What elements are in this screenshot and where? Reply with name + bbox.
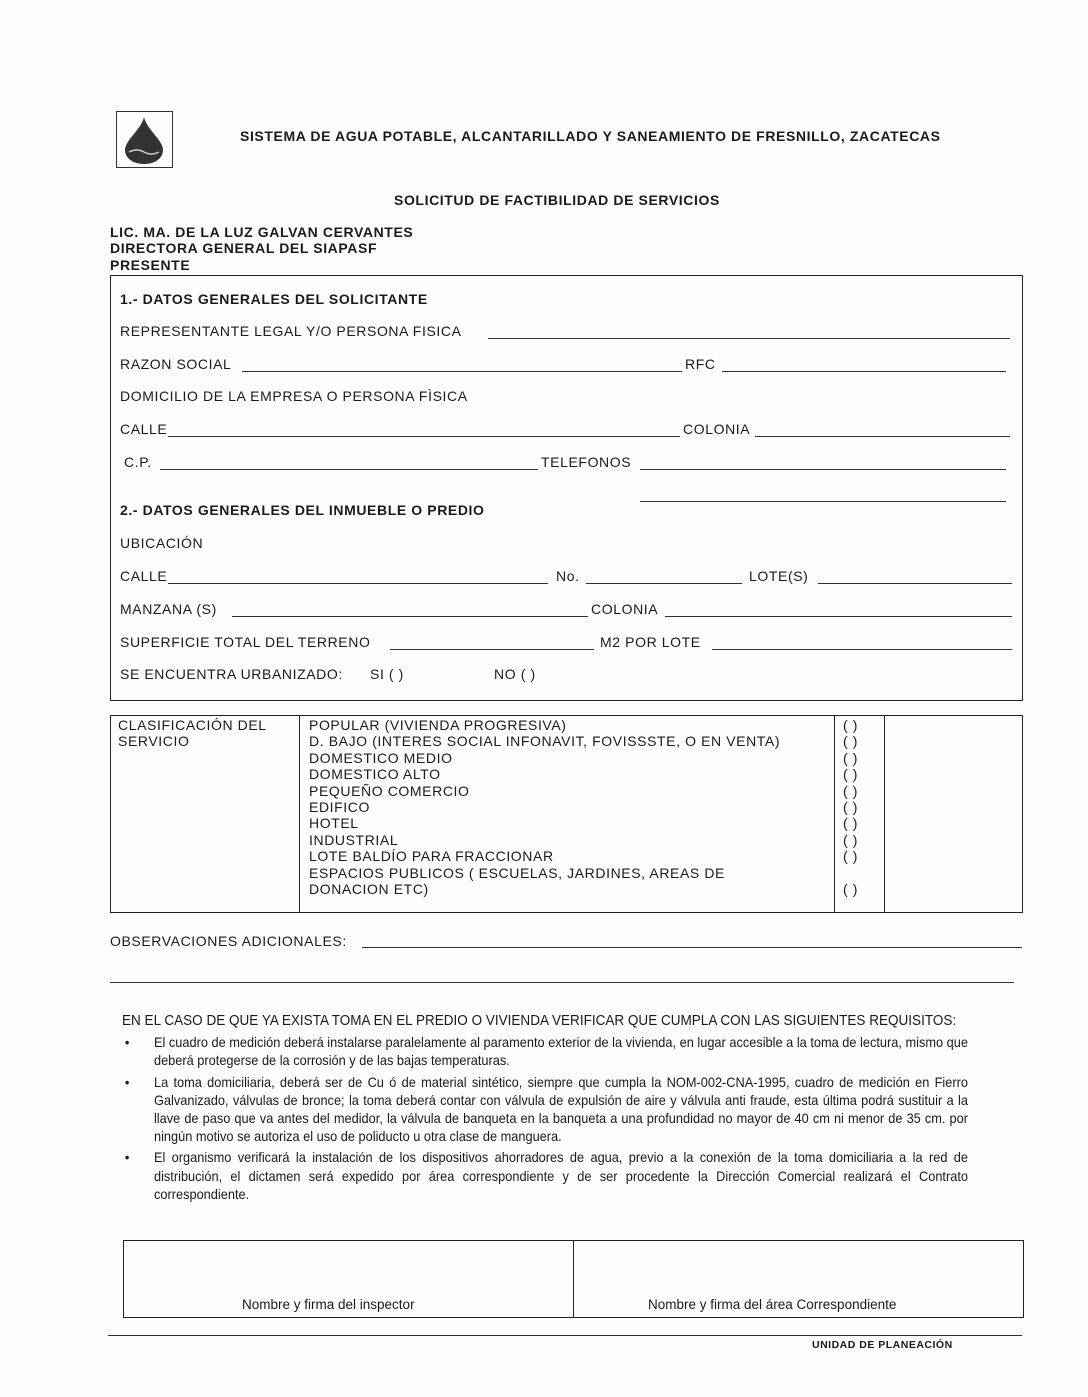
urbanizado-si-checkbox[interactable]: SI ( ) [370, 666, 404, 682]
calle2-field[interactable] [168, 583, 548, 584]
rfc-label: RFC [685, 356, 716, 372]
class-item: POPULAR (VIVIENDA PROGRESIVA) [309, 717, 567, 733]
class-checkbox[interactable]: ( ) [843, 815, 859, 832]
m2-field[interactable] [712, 649, 1012, 650]
colonia-label: COLONIA [683, 421, 751, 437]
class-item: HOTEL [309, 815, 359, 832]
observaciones-field-2[interactable] [110, 982, 1014, 983]
footer-unit: UNIDAD DE PLANEACIÓN [812, 1339, 953, 1351]
class-checkbox[interactable]: ( ) [843, 766, 859, 783]
class-item: DOMESTICO ALTO [309, 766, 441, 783]
calle2-label: CALLE [120, 568, 168, 584]
area-signature-label: Nombre y firma del área Correspondiente [648, 1297, 897, 1312]
footer-divider [108, 1335, 1022, 1336]
manzana-label: MANZANA (S) [120, 601, 217, 617]
classification-checks [843, 717, 858, 897]
lote-field[interactable] [818, 583, 1012, 584]
cp-field[interactable] [160, 469, 538, 470]
addressee-presente: PRESENTE [110, 257, 191, 273]
class-item: EDIFICO [309, 798, 370, 815]
colonia-field[interactable] [755, 436, 1010, 437]
ubicacion-label: UBICACIÓN [120, 535, 204, 551]
colonia2-field[interactable] [665, 616, 1012, 617]
class-item: D. BAJO (INTERES SOCIAL INFONAVIT, FOVISSSTE, O EN VENTA) [309, 733, 781, 750]
section2-title: 2.- DATOS GENERALES DEL INMUEBLE O PREDIO [120, 502, 485, 518]
requirements [122, 1012, 968, 1204]
class-checkbox[interactable]: ( ) [843, 782, 859, 799]
addressee-role: DIRECTORA GENERAL DEL SIAPASF [110, 240, 378, 256]
cp-label: C.P. [124, 454, 152, 470]
class-item: LOTE BALDÍO PARA FRACCIONAR [309, 848, 554, 865]
class-item: INDUSTRIAL [309, 831, 399, 848]
calle-label: CALLE [120, 421, 168, 437]
class-checkbox[interactable]: ( ) [843, 848, 859, 865]
classification-label: CLASIFICACIÓN DEL SERVICIO [118, 717, 267, 750]
requirement-item: • El organismo verificará la instalación de los dispositivos ahorradores de agua, previo a la conexión de la toma domiciliaria a la red de distribución, el dictamen será expedido por área correspondiente y de ser procedente la Dirección Comercial realizará el Contrato correspondiente. [122, 1149, 968, 1204]
class-checkbox[interactable]: ( ) [843, 733, 859, 750]
no-label: No. [556, 568, 580, 584]
colonia2-label: COLONIA [591, 601, 659, 617]
rfc-field[interactable] [722, 371, 1006, 372]
class-checkbox[interactable]: ( ) [843, 880, 859, 897]
observaciones-label: OBSERVACIONES ADICIONALES: [110, 933, 347, 949]
class-item: DOMESTICO MEDIO [309, 749, 453, 766]
telefonos-field[interactable] [640, 469, 1006, 470]
class-item: PEQUEÑO COMERCIO [309, 782, 470, 799]
class-item: ESPACIOS PUBLICOS ( ESCUELAS, JARDINES, AREAS DE DONACION ETC) [309, 864, 725, 897]
urbanizado-label: SE ENCUENTRA URBANIZADO: [120, 666, 343, 682]
representante-label: REPRESENTANTE LEGAL Y/O PERSONA FISICA [120, 323, 462, 339]
form-title: SOLICITUD DE FACTIBILIDAD DE SERVICIOS [394, 192, 720, 208]
org-name: SISTEMA DE AGUA POTABLE, ALCANTARILLADO Y SANEAMIENTO DE FRESNILLO, ZACATECAS [240, 128, 941, 144]
class-checkbox[interactable]: ( ) [843, 749, 859, 766]
section1-title: 1.- DATOS GENERALES DEL SOLICITANTE [120, 291, 428, 307]
addressee-name: LIC. MA. DE LA LUZ GALVAN CERVANTES [110, 224, 414, 240]
telefonos-label: TELEFONOS [541, 454, 632, 470]
logo [116, 111, 173, 168]
class-checkbox[interactable]: ( ) [843, 831, 859, 848]
class-checkbox[interactable]: ( ) [843, 798, 859, 815]
urbanizado-no-checkbox[interactable]: NO ( ) [494, 666, 536, 682]
razon-field[interactable] [242, 371, 682, 372]
requirement-item: • El cuadro de medición deberá instalarse paralelamente al paramento exterior de la vivienda, en lugar accesible a la toma de lectura, mismo que deberá protegerse de la corrosión y de las bajas temperaturas. [122, 1034, 968, 1070]
domicilio-label: DOMICILIO DE LA EMPRESA O PERSONA FÌSICA [120, 388, 468, 404]
class-checkbox[interactable]: ( ) [843, 717, 859, 733]
no-field[interactable] [586, 583, 742, 584]
razon-label: RAZON SOCIAL [120, 356, 232, 372]
representante-field[interactable] [488, 338, 1010, 339]
superficie-field[interactable] [390, 649, 594, 650]
observaciones-field[interactable] [362, 947, 1022, 948]
classification-items [309, 717, 789, 897]
lote-label: LOTE(S) [749, 568, 809, 584]
m2-label: M2 POR LOTE [600, 634, 701, 650]
telefonos-field-2[interactable] [640, 501, 1006, 502]
calle-field[interactable] [168, 436, 680, 437]
superficie-label: SUPERFICIE TOTAL DEL TERRENO [120, 634, 371, 650]
requirements-intro: EN EL CASO DE QUE YA EXISTA TOMA EN EL PREDIO O VIVIENDA VERIFICAR QUE CUMPLA CON LAS SIGUIENTES REQUISITOS: [122, 1013, 957, 1029]
inspector-signature-label: Nombre y firma del inspector [242, 1297, 415, 1312]
water-drop-icon [117, 112, 172, 167]
manzana-field[interactable] [232, 616, 588, 617]
requirement-item: • La toma domiciliaria, deberá ser de Cu ó de material sintético, siempre que cumpla la NOM-002-CNA-1995, cuadro de medición en Fierro Galvanizado, válvulas de bronce; la toma deberá contar con válvula de expulsión de aire y válvula anti fraude, esta última podrá sustituir a la llave de paso que va antes del medidor, la válvula de banqueta en la banqueta a una profundidad no mayor de 40 cm ni menor de 35 cm. por ningún motivo se autoriza el uso de poliducto u otra clase de manguera. [122, 1074, 968, 1147]
